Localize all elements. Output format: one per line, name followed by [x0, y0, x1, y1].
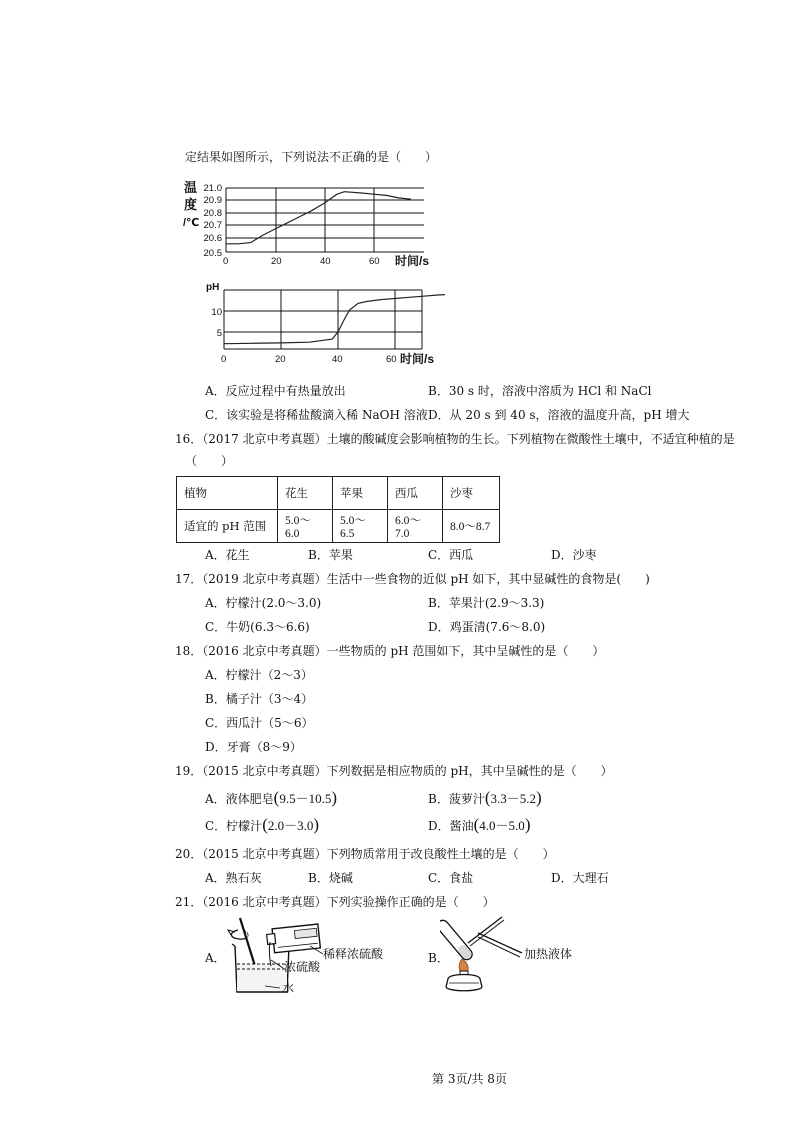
option-a[interactable]: A．熟石灰 [205, 871, 262, 885]
option-a[interactable]: A．反应过程中有热量放出 [205, 384, 346, 398]
temp-ylabel-unit: /℃ [183, 217, 200, 229]
question-20-stem: 20．（2015 北京中考真题）下列物质常用于改良酸性土壤的是（ ） [175, 847, 555, 861]
option-c[interactable]: C．柠檬汁(2.0－3.0) [205, 815, 320, 834]
option-d[interactable]: D．沙枣 [551, 548, 597, 562]
ph-xtick: 60 [386, 354, 397, 365]
temp-xlabel: 时间/s [395, 254, 430, 268]
option-b[interactable]: B．橘子汁（3～4） [205, 692, 314, 706]
option-d[interactable]: D．鸡蛋清(7.6～8.0) [428, 620, 546, 634]
table-cell: 8.0～8.7 [443, 510, 500, 543]
ph-ytick: 10 [211, 307, 222, 318]
question-19-stem: 19．（2015 北京中考真题）下列数据是相应物质的 pH，其中呈碱性的是（ ） [175, 764, 613, 778]
ph-range: 9.5－10.5 [279, 791, 332, 806]
page-footer: 第 3页/共 8页 [432, 1072, 507, 1086]
option-label: C．柠檬汁 [205, 819, 263, 833]
option-c[interactable]: C．该实验是将稀盐酸滴入稀 NaOH 溶液 [205, 408, 428, 422]
option-a[interactable]: A． [205, 951, 226, 965]
question-18-stem: 18．（2016 北京中考真题）一些物质的 pH 范围如下，其中呈碱性的是（ ） [175, 644, 605, 658]
ph-ylabel: pH [206, 282, 220, 293]
temp-xtick: 60 [369, 256, 380, 267]
question-16-blank: （ ） [185, 454, 234, 468]
option-b[interactable]: B．烧碱 [308, 871, 353, 885]
question-21-stem: 21．（2016 北京中考真题）下列实验操作正确的是（ ） [175, 895, 495, 909]
ph-xlabel: 时间/s [400, 352, 435, 366]
question-17-stem: 17．（2019 北京中考真题）生活中一些食物的近似 pH 如下，其中显碱性的食物是( ) [175, 572, 650, 586]
option-label: B．菠萝汁 [428, 792, 485, 806]
question-stem-continuation: 定结果如图所示，下列说法不正确的是（ ） [185, 150, 438, 164]
option-label: D．酱油 [428, 819, 474, 833]
table-cell: 5.0～6.5 [333, 510, 388, 543]
option-a[interactable]: A．液体肥皂(9.5－10.5) [205, 788, 338, 807]
table-cell: 适宜的 pH 范围 [177, 510, 278, 543]
temp-ylabel-char: 温 [184, 180, 198, 195]
temp-xtick: 40 [320, 256, 331, 267]
ph-chart [200, 280, 445, 372]
ph-range: 3.3－5.2 [490, 791, 537, 806]
ph-ytick: 5 [216, 328, 222, 339]
label-conc-acid: 浓硫酸 [284, 960, 321, 974]
ph-xtick: 0 [221, 354, 227, 365]
tube-holder-icon [468, 917, 502, 943]
label-dilute-acid: 稀释浓硫酸 [323, 947, 384, 961]
option-b[interactable]: B．苹果汁(2.9～3.3) [428, 596, 545, 610]
label-water: 水 [282, 981, 295, 995]
table-cell: 西瓜 [388, 477, 443, 510]
option-b[interactable]: B． [428, 951, 449, 965]
table-cell: 6.0～7.0 [388, 510, 443, 543]
option-a[interactable]: A．柠檬汁（2～3） [205, 668, 313, 682]
temp-ytick: 20.5 [203, 248, 222, 259]
option-c[interactable]: C．食盐 [428, 871, 474, 885]
option-c[interactable]: C．牛奶(6.3～6.6) [205, 620, 310, 634]
table-cell: 5.0～6.0 [278, 510, 333, 543]
dilute-sulfuric-acid-diagram [225, 916, 395, 998]
ph-range-table [176, 476, 500, 543]
table-row [177, 477, 500, 510]
option-c[interactable]: C．西瓜汁（5～6） [205, 716, 314, 730]
ph-xtick: 20 [275, 354, 286, 365]
option-d[interactable]: D．从 20 s 到 40 s，溶液的温度升高，pH 增大 [428, 408, 690, 422]
temp-ytick: 21.0 [203, 183, 222, 194]
table-cell: 植物 [177, 477, 278, 510]
option-a[interactable]: A．柠檬汁(2.0～3.0) [205, 596, 322, 610]
heating-liquid-diagram [440, 913, 590, 993]
ph-series-line [224, 294, 445, 343]
reagent-bottle-icon [266, 924, 320, 953]
temp-xtick: 20 [271, 256, 282, 267]
test-tube-icon [440, 918, 474, 962]
table-row [177, 510, 500, 543]
option-b[interactable]: B．30 s 时，溶液中溶质为 HCl 和 NaCl [428, 384, 652, 398]
temp-ylabel-char: 度 [184, 197, 198, 212]
option-d[interactable]: D．大理石 [551, 871, 609, 885]
temp-ytick: 20.8 [203, 208, 222, 219]
label-heat-liquid: 加热液体 [524, 947, 573, 961]
option-c[interactable]: C．西瓜 [428, 548, 474, 562]
ph-range: 2.0－3.0 [267, 818, 314, 833]
ph-range: 4.0－5.0 [479, 818, 525, 833]
temp-ytick: 20.9 [203, 195, 222, 206]
temperature-chart [180, 176, 440, 271]
temp-xtick: 0 [223, 256, 229, 267]
table-cell: 花生 [278, 477, 333, 510]
option-label: A．液体肥皂 [205, 792, 274, 806]
temp-ytick: 20.7 [203, 220, 222, 231]
option-a[interactable]: A．花生 [205, 548, 250, 562]
option-d[interactable]: D．牙膏（8～9） [205, 740, 302, 754]
ph-xtick: 40 [332, 354, 343, 365]
table-cell: 苹果 [333, 477, 388, 510]
option-d[interactable]: D．酱油(4.0－5.0) [428, 815, 531, 834]
temp-ytick: 20.6 [203, 233, 222, 244]
table-cell: 沙枣 [443, 477, 500, 510]
option-b[interactable]: B．苹果 [308, 548, 353, 562]
option-b[interactable]: B．菠萝汁(3.3－5.2) [428, 788, 542, 807]
question-16-stem: 16．（2017 北京中考真题）土壤的酸碱度会影响植物的生长。下列植物在微酸性土壤中，不适宜种植的是 [175, 432, 735, 446]
